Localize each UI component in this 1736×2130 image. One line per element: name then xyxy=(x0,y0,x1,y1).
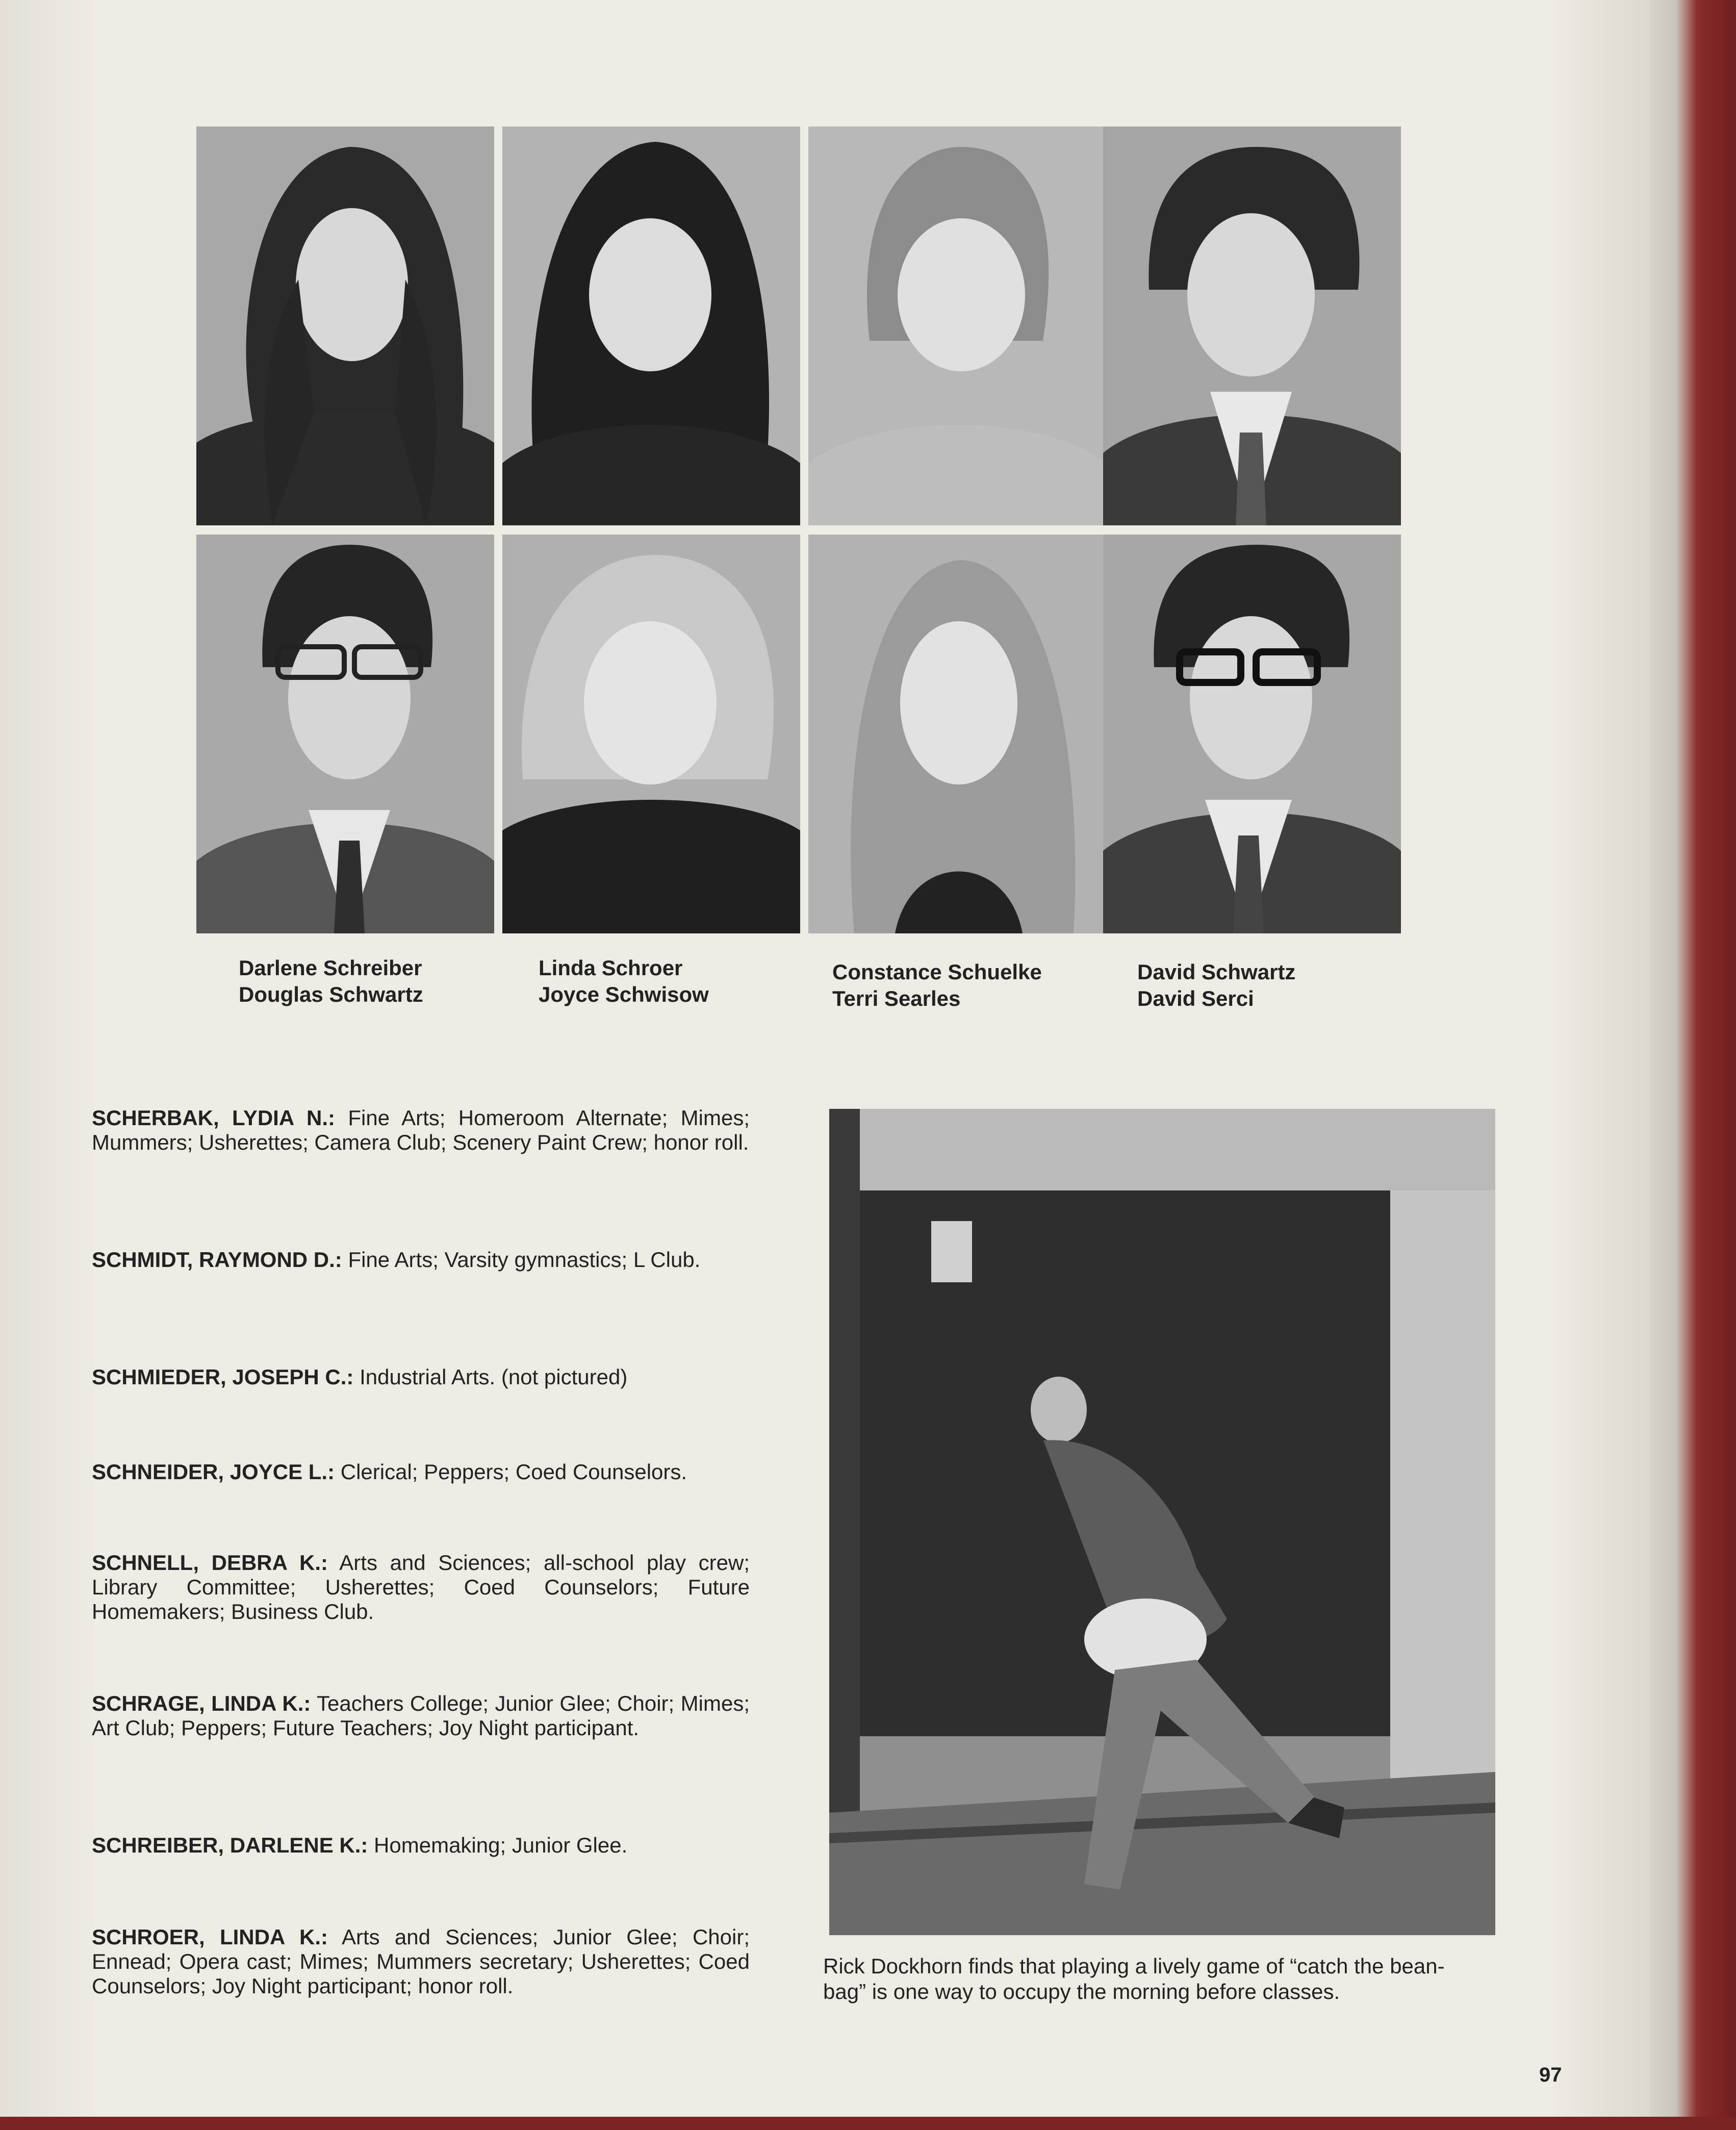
portrait-caption-col4 xyxy=(1137,959,1402,1012)
portrait-caption-col3 xyxy=(832,959,1097,1012)
portrait-name: David Schwartz xyxy=(1137,960,1296,984)
student-activities: Arts and Sciences; all-school play crew; Library Committee; Usherettes; Coed Counselors; Future Homemakers; Business Club. xyxy=(92,1551,750,1624)
student-activities: Homemaking; Junior Glee. xyxy=(368,1833,628,1857)
student-activities: Teachers College; Junior Glee; Choir; Mimes; Art Club; Peppers; Future Teachers; Joy Night participant. xyxy=(92,1691,750,1740)
book-cover-edge xyxy=(0,2117,1736,2130)
student-entry xyxy=(92,1833,750,1858)
student-name: SCHNELL, DEBRA K.: xyxy=(92,1551,328,1575)
student-entry xyxy=(92,1691,750,1740)
portrait-joyce-schwisow xyxy=(502,535,800,933)
portrait-david-serci xyxy=(1103,535,1401,933)
student-activities: Arts and Sciences; Junior Glee; Choir; Ennead; Opera cast; Mimes; Mummers secretary; Usherettes; Coed Counselors; Joy Night participant; honor roll. xyxy=(92,1925,750,1998)
student-entry xyxy=(92,1106,750,1155)
candid-caption: Rick Dockhorn finds that playing a lively game of “catch the bean-bag” is one way to occupy the morning before classes. xyxy=(823,1954,1445,2004)
student-entry xyxy=(92,1925,750,1998)
student-name: SCHRAGE, LINDA K.: xyxy=(92,1691,311,1715)
portrait-name: Darlene Schreiber xyxy=(239,956,422,980)
portrait-linda-schroer xyxy=(502,126,800,525)
student-activities: Industrial Arts. (not pictured) xyxy=(353,1365,628,1389)
portrait-grid xyxy=(196,126,1401,939)
student-entry xyxy=(92,1248,750,1272)
portrait-name: Terri Searles xyxy=(832,986,961,1010)
portrait-name: Linda Schroer xyxy=(539,956,683,980)
student-name: SCHROER, LINDA K.: xyxy=(92,1925,328,1949)
portrait-constance-schuelke xyxy=(808,126,1106,525)
book-binding-edge xyxy=(1650,0,1736,2130)
page-number: 97 xyxy=(1539,2064,1562,2086)
student-activities: Fine Arts; Varsity gymnastics; L Club. xyxy=(342,1248,701,1272)
portrait-name: David Serci xyxy=(1137,986,1254,1010)
portrait-darlene-schreiber xyxy=(196,126,494,525)
portrait-caption-col2 xyxy=(539,955,804,1008)
student-activities: Clerical; Peppers; Coed Counselors. xyxy=(335,1460,687,1484)
student-name: SCHMIEDER, JOSEPH C.: xyxy=(92,1365,354,1389)
student-entry xyxy=(92,1365,750,1389)
student-name: SCHREIBER, DARLENE K.: xyxy=(92,1833,368,1857)
portrait-douglas-schwartz xyxy=(196,535,494,933)
student-entry xyxy=(92,1460,750,1484)
portrait-name: Douglas Schwartz xyxy=(239,982,423,1006)
portrait-terri-searles xyxy=(808,535,1106,933)
portrait-caption-col1 xyxy=(239,955,504,1008)
portrait-name: Constance Schuelke xyxy=(832,960,1042,984)
student-activities: Fine Arts; Homeroom Alternate; Mimes; Mummers; Usherettes; Camera Club; Scenery Paint Crew; honor roll. xyxy=(92,1106,750,1154)
student-name: SCHMIDT, RAYMOND D.: xyxy=(92,1248,342,1272)
candid-photo xyxy=(829,1109,1495,1935)
portrait-david-schwartz xyxy=(1103,126,1401,525)
portrait-name: Joyce Schwisow xyxy=(539,982,709,1006)
student-name: SCHNEIDER, JOYCE L.: xyxy=(92,1460,335,1484)
student-entry xyxy=(92,1551,750,1624)
student-name: SCHERBAK, LYDIA N.: xyxy=(92,1106,335,1130)
